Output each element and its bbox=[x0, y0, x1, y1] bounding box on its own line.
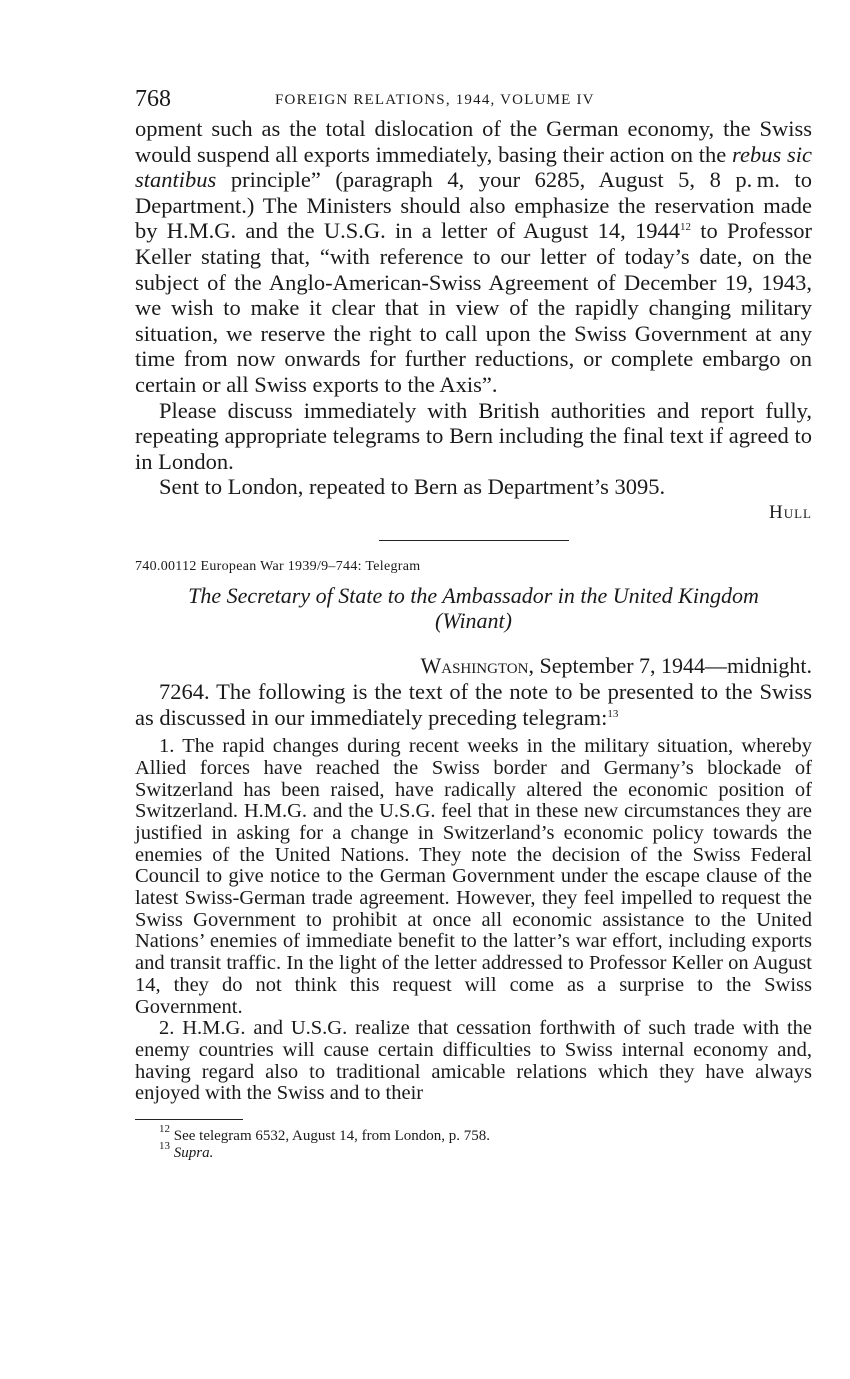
telegram-intro: 7264. The following is the text of the note to be presented to the Swiss as discussed in our immediately preceding telegram:$^{13}$ bbox=[135, 678, 812, 730]
document-title bbox=[135, 583, 812, 633]
dateline bbox=[135, 653, 812, 679]
footnote-ref-13[interactable]: 13 bbox=[607, 707, 619, 720]
dateline-date: , September 7, 1944—midnight. bbox=[528, 652, 812, 678]
page-number: 768 bbox=[135, 86, 171, 112]
running-head: FOREIGN RELATIONS, 1944, VOLUME IV bbox=[275, 92, 595, 108]
page-header bbox=[135, 80, 812, 116]
note-paragraph-1: 1. The rapid changes during recent weeks in the military situation, whereby Allied forces have reached the Swiss border and Germany’s blockade of Switzerland has been raised, have radically altered the economic position of Switzerland. H.M.G. and the U.S.G. feel that in these new circumstances they are justified in asking for a change in Switzerland’s economic policy towards the enemies of the United Nations. They note the decision of the Swiss Federal Council to give notice to the German Government under the escape clause of the latest Swiss-German trade agreement. However, they feel impelled to request the Swiss Government to prohibit at once all economic assistance to the United Nations’ enemies of immediate benefit to the latter’s war effort, including exports and transit traffic. In the light of the letter addressed to Professor Keller on August 14, they do not think this request will come as a surprise to the Swiss Government. bbox=[135, 735, 812, 1018]
document-page bbox=[135, 80, 812, 1162]
instruction-paragraph: Please discuss immediately with British authorities and report fully, repeating appropriate telegrams to Bern including the final text if agreed to in London. bbox=[135, 397, 812, 474]
note-text bbox=[135, 736, 812, 1105]
signature: Hull bbox=[769, 501, 812, 523]
footnote-ref-12[interactable]: 12 bbox=[679, 221, 691, 234]
continued-paragraph: opment such as the total dislocation of the German economy, the Swiss would suspend all exports immediately, basing their action on the rebus sic stantibus principle” (paragraph 4, your 6285, August 5, 8 p. m. to Department.) The Ministers should also emphasize the reservation made by H.M.G. and the U.S.G. in a letter of August 14, 1944$^{12}$ to Professor Keller stating that, “with reference to our letter of today’s date, on the subject of the Anglo-American-Swiss Agreement of December 19, 1943, we wish to make it clear that in view of the rapidly changing military situation, we reserve the right to call upon the Swiss Government at any time from now onwards for further reductions, or complete embargo on certain or all Swiss exports to the Axis”. bbox=[135, 116, 812, 397]
document-title-line-1: The Secretary of State to the Ambassador in the United Kingdom bbox=[188, 582, 759, 608]
footnote-divider bbox=[135, 1119, 243, 1120]
section-divider bbox=[379, 540, 569, 541]
footnote-13: $^{13}$ Supra. bbox=[159, 1140, 214, 1162]
file-reference: 740.00112 European War 1939/9–744: Telegram bbox=[135, 558, 421, 574]
document-title-line-2: (Winant) bbox=[435, 607, 512, 633]
latin-phrase: rebus sic stantibus bbox=[135, 141, 812, 193]
dateline-place: Washington bbox=[420, 652, 529, 678]
note-paragraph-2: 2. H.M.G. and U.S.G. realize that cessation forthwith of such trade with the enemy countries will cause certain difficulties to Swiss internal economy and, having regard also to traditional amicable relations which they have always enjoyed with the Swiss and to their bbox=[135, 1017, 812, 1105]
distribution-paragraph: Sent to London, repeated to Bern as Department’s 3095. bbox=[159, 474, 666, 500]
footnote-12: $^{12}$ See telegram 6532, August 14, from London, p. 758. bbox=[159, 1123, 490, 1145]
